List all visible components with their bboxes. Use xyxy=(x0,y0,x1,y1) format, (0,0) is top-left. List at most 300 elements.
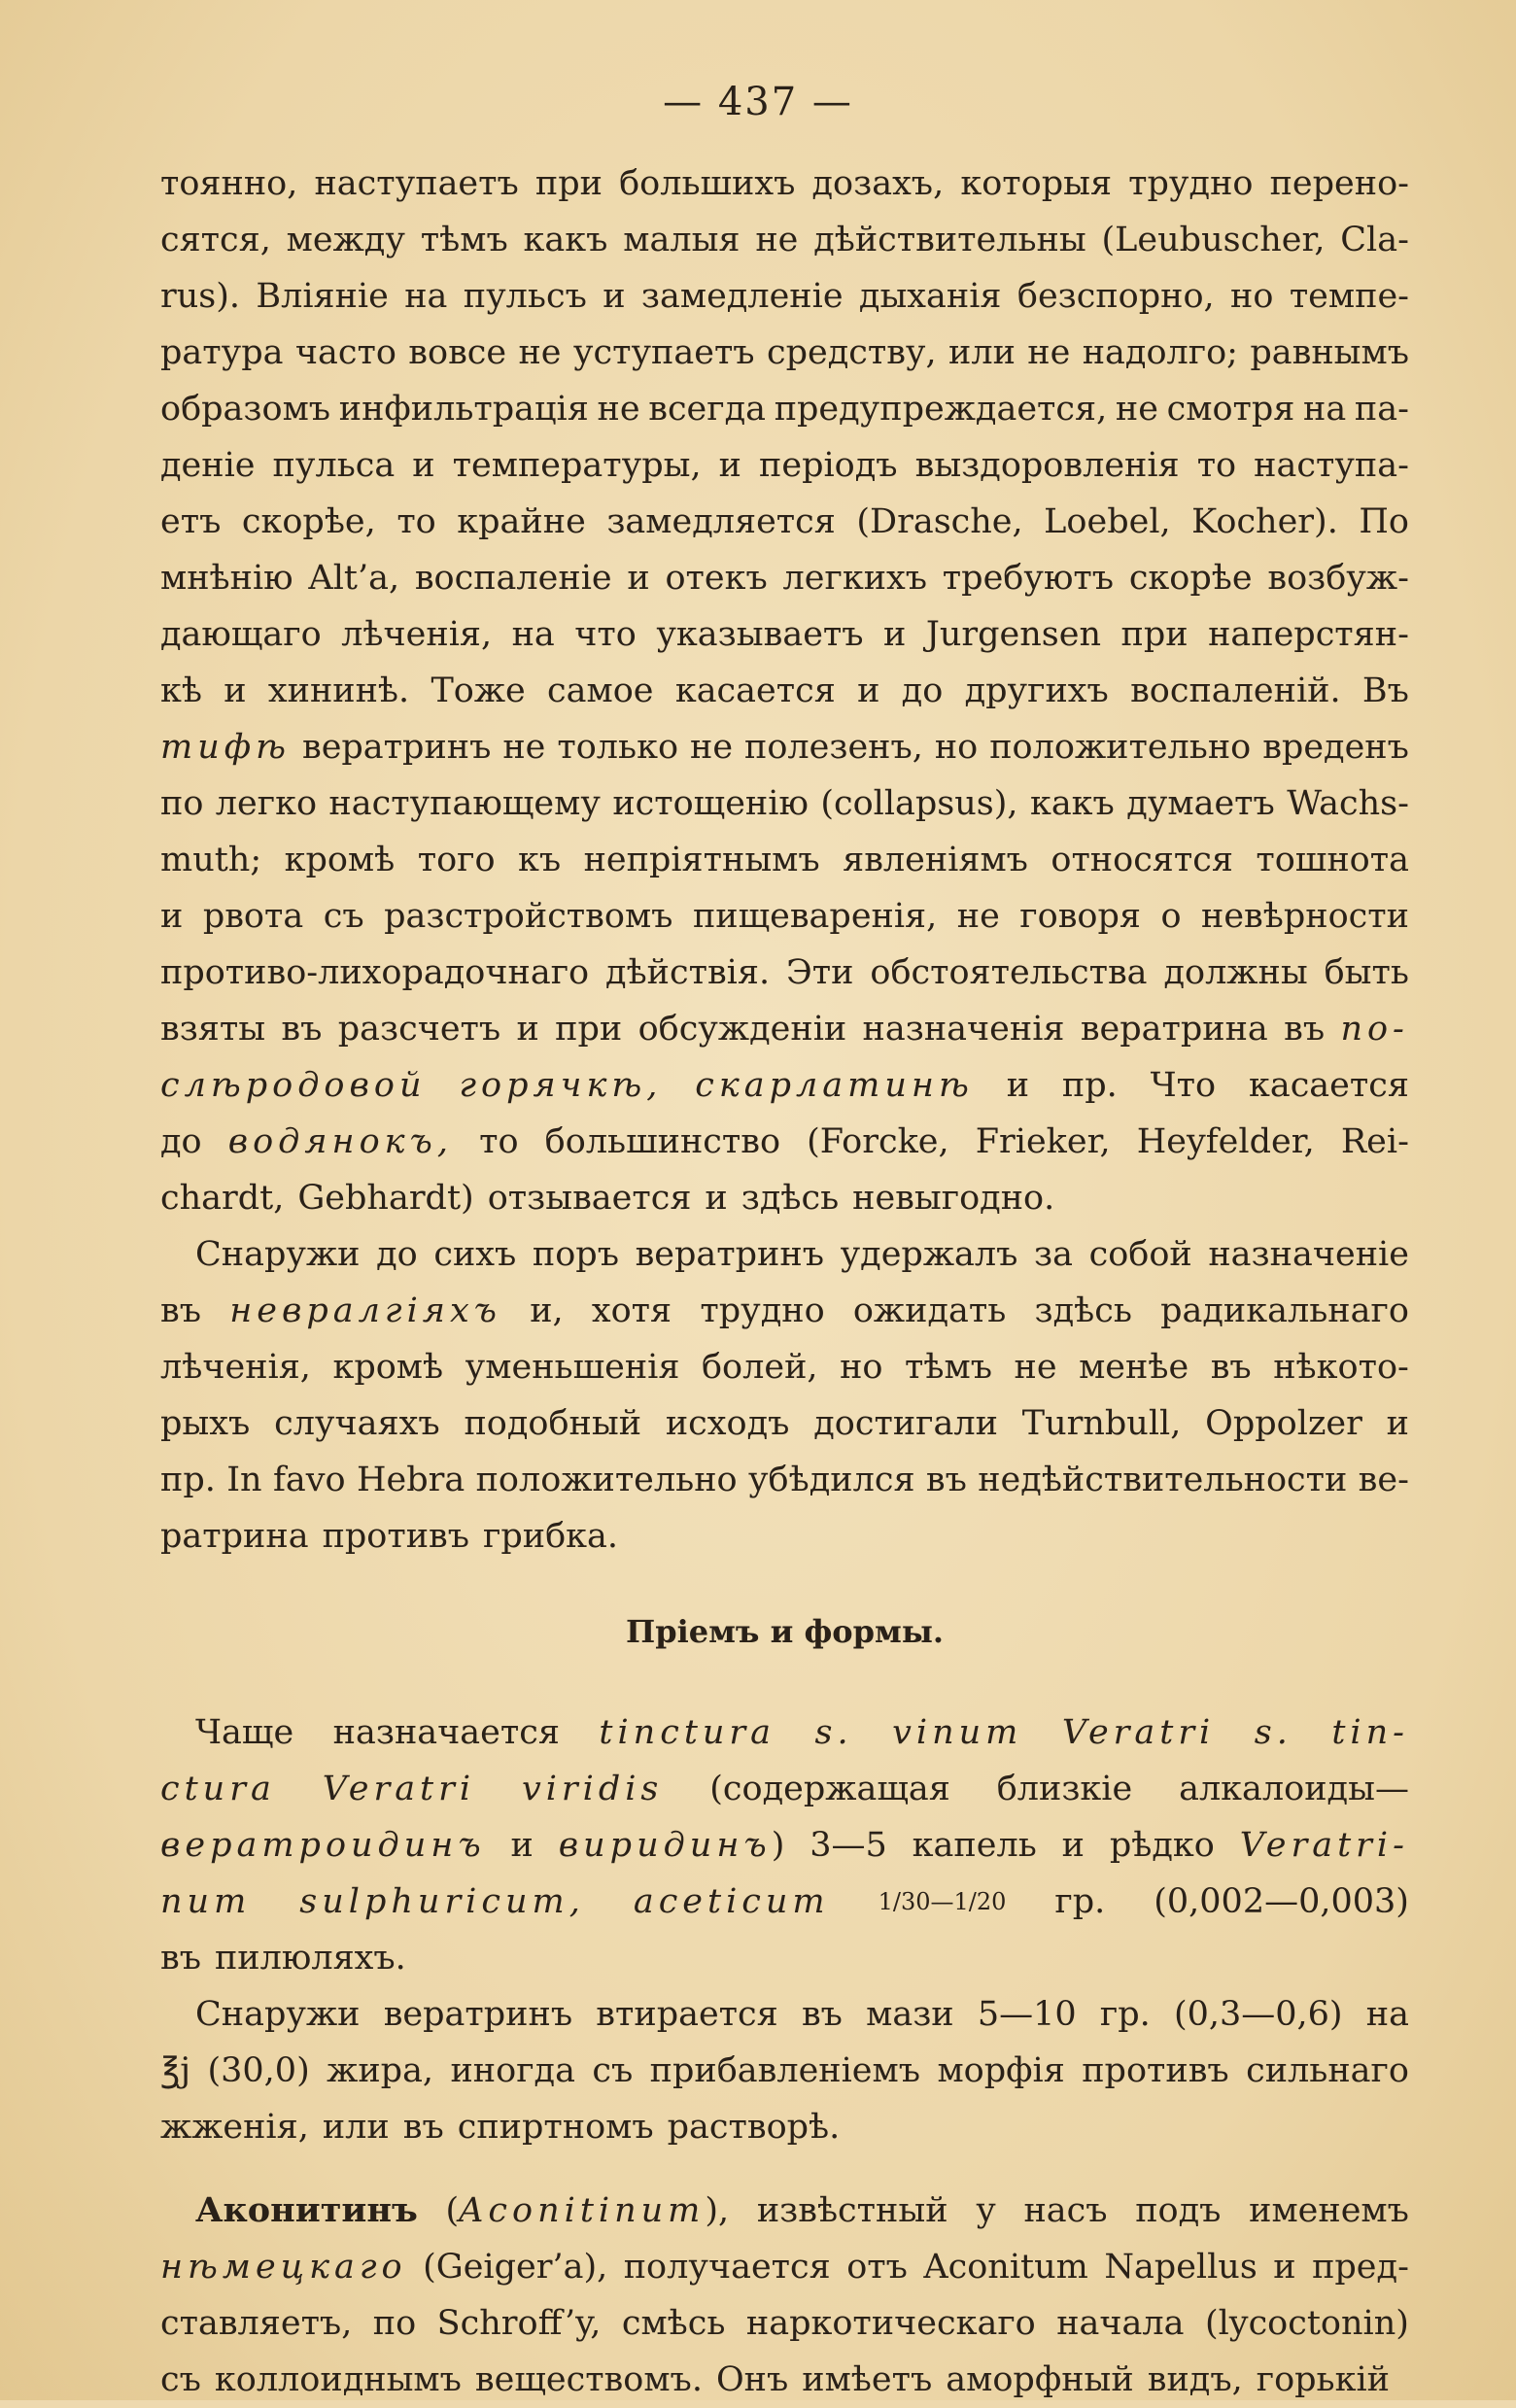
word: вератрина xyxy=(1080,1010,1268,1049)
word: хотя xyxy=(591,1291,672,1330)
text-line xyxy=(160,2352,1409,2408)
word: истощенію xyxy=(612,784,809,823)
word: грибка. xyxy=(483,1517,619,1556)
word: назначеніе xyxy=(1208,1235,1409,1274)
word: Тоже xyxy=(431,671,526,710)
word: 3—5 xyxy=(810,1826,887,1865)
word: подъ xyxy=(1135,2191,1222,2230)
word: кромѣ xyxy=(284,841,396,879)
word: дѣйствія. xyxy=(605,953,771,992)
word: положительно xyxy=(475,1461,738,1499)
word: невыгодно. xyxy=(852,1179,1055,1218)
word: не xyxy=(755,221,799,259)
word: до xyxy=(160,1122,202,1161)
word: инфильтрація xyxy=(338,390,589,429)
word: въ xyxy=(160,1291,201,1330)
word: (Leubuscher, xyxy=(1101,221,1326,259)
word: хининѣ. xyxy=(267,671,410,710)
word: относятся xyxy=(1051,841,1233,879)
word: сильнаго xyxy=(1246,2051,1409,2090)
text-line xyxy=(160,1339,1409,1395)
word: замедленіе xyxy=(640,277,844,316)
word: обсужденіи xyxy=(637,1010,847,1049)
text-line xyxy=(160,325,1409,381)
word: рвота xyxy=(202,897,304,936)
word: Oppolzer xyxy=(1205,1404,1362,1443)
word: убѣдился xyxy=(747,1461,915,1499)
word: вовсе xyxy=(408,333,507,372)
word: предупреждается, xyxy=(774,390,1108,429)
word: положительно xyxy=(989,728,1252,767)
word: пульсъ xyxy=(463,277,587,316)
word: большинство xyxy=(544,1122,781,1161)
word: (0,3—0,6) xyxy=(1173,1995,1343,2034)
word: насъ xyxy=(1023,2191,1108,2230)
word: жженія, xyxy=(160,2108,309,2147)
word: Вліяніе xyxy=(256,277,389,316)
word: tin- xyxy=(1331,1713,1409,1752)
word: ожидать xyxy=(852,1291,1007,1330)
word: противъ xyxy=(322,1517,470,1556)
word: тоянно, xyxy=(160,164,298,203)
word: взяты xyxy=(160,1010,266,1049)
word: образомъ xyxy=(160,390,331,429)
paragraph-dosage-forms xyxy=(160,1704,1409,1986)
word: требуютъ xyxy=(942,559,1115,598)
text-line xyxy=(160,155,1409,212)
word: явленіямъ xyxy=(843,841,1028,879)
word: Heyfelder, xyxy=(1136,1122,1315,1161)
word: и xyxy=(627,559,650,598)
text-line xyxy=(160,1001,1409,1057)
word: и xyxy=(883,615,907,654)
word: въ xyxy=(925,1461,967,1499)
word: у xyxy=(976,2191,996,2230)
word: Veratri xyxy=(1061,1713,1216,1752)
text-line xyxy=(160,268,1409,325)
word: непріятнымъ xyxy=(583,841,820,879)
word: подобный xyxy=(464,1404,642,1443)
word: часто xyxy=(294,333,396,372)
word: уступаетъ xyxy=(572,333,755,372)
word: не xyxy=(1014,1348,1057,1387)
word: (Drasche, xyxy=(856,502,1023,541)
word: назначенія xyxy=(862,1010,1065,1049)
word: смѣсь xyxy=(621,2304,726,2343)
word: (30,0) xyxy=(207,2051,310,2090)
word: коллоиднымъ xyxy=(214,2360,462,2399)
word: въ xyxy=(402,2108,444,2147)
word: за xyxy=(1034,1235,1073,1274)
word: болей, xyxy=(701,1348,818,1387)
word: и xyxy=(1061,1826,1085,1865)
text-line xyxy=(160,832,1409,888)
section-heading: Пріемъ и формы. xyxy=(625,1613,945,1650)
text-line xyxy=(160,2043,1409,2099)
text-line xyxy=(160,2295,1409,2352)
word: скорѣе xyxy=(1128,559,1253,598)
word: въ xyxy=(160,1939,201,1978)
word: (0,002—0,003) xyxy=(1154,1882,1409,1921)
word: равнымъ xyxy=(1250,333,1409,372)
word: поръ xyxy=(532,1235,619,1274)
text-line xyxy=(160,1508,1409,1565)
word: chardt, xyxy=(160,1179,285,1218)
word: Rei- xyxy=(1340,1122,1409,1161)
word: скорѣе, xyxy=(241,502,376,541)
word: Kocher). xyxy=(1191,502,1338,541)
word: sulphuricum, xyxy=(299,1882,585,1921)
word: гр. xyxy=(1099,1995,1151,2034)
word: и xyxy=(160,897,184,936)
word: 1/30—1/20 xyxy=(878,1888,1007,1915)
word: пред- xyxy=(1312,2248,1409,2287)
word: не xyxy=(690,728,734,767)
word: менѣе xyxy=(1079,1348,1189,1387)
word: наперстян- xyxy=(1208,615,1409,654)
word: исходъ xyxy=(665,1404,790,1443)
word: втирается xyxy=(596,1995,778,2034)
word: tinctura xyxy=(599,1713,776,1752)
word: трудно xyxy=(700,1291,825,1330)
word: (collapsus), xyxy=(820,784,1018,823)
text-line xyxy=(160,1170,1409,1226)
word: vinum xyxy=(892,1713,1023,1752)
word: по xyxy=(160,784,204,823)
word: съ xyxy=(160,2360,201,2399)
word: или xyxy=(948,333,1016,372)
word: здѣсь xyxy=(741,1179,840,1218)
word: на xyxy=(404,277,448,316)
text-line xyxy=(160,775,1409,832)
word: favo xyxy=(272,1461,346,1499)
word: всегда xyxy=(648,390,767,429)
word: (lycoctonin) xyxy=(1204,2304,1409,2343)
word: не xyxy=(502,728,546,767)
word: (Forcke, xyxy=(807,1122,949,1161)
word: Аконитинъ xyxy=(195,2190,418,2230)
word: не xyxy=(1115,390,1158,429)
word: нѣкото- xyxy=(1273,1348,1409,1387)
word: ратура xyxy=(160,333,284,372)
word: періодъ xyxy=(759,446,898,485)
word: указываетъ xyxy=(656,615,864,654)
word: не xyxy=(1027,333,1071,372)
word: которыя xyxy=(960,164,1113,203)
word: ратрина xyxy=(160,1517,309,1556)
word: Cla- xyxy=(1340,221,1409,259)
word: виридинъ) xyxy=(558,1826,785,1865)
word: другихъ xyxy=(964,671,1109,710)
word: дыханія xyxy=(858,277,1002,316)
text-line xyxy=(160,2099,1409,2155)
word: быть xyxy=(1324,953,1409,992)
word: тошнота xyxy=(1256,841,1409,879)
word: разстройствомъ xyxy=(384,897,673,936)
text-line xyxy=(160,437,1409,494)
word: что xyxy=(574,615,637,654)
word: наступа- xyxy=(1254,446,1409,485)
word: думаетъ xyxy=(1126,784,1275,823)
word: Снаружи xyxy=(195,1995,361,2034)
word: прибавленіемъ xyxy=(649,2051,921,2090)
word: съ xyxy=(592,2051,634,2090)
word: и xyxy=(705,1179,728,1218)
word: большихъ xyxy=(619,164,796,203)
word: видъ, xyxy=(1147,2360,1243,2399)
word: водянокъ, xyxy=(227,1122,454,1161)
text-line xyxy=(160,1704,1409,1761)
word: разсчетъ xyxy=(337,1010,501,1049)
word: и xyxy=(1006,1066,1030,1105)
word: ctura xyxy=(160,1770,276,1808)
word: трудно xyxy=(1128,164,1254,203)
word: вератринъ xyxy=(301,728,492,767)
word: собой xyxy=(1088,1235,1192,1274)
word: назначается xyxy=(332,1713,560,1752)
word: не xyxy=(956,897,1000,936)
word: Napellus xyxy=(1104,2248,1258,2287)
word: тѣмъ xyxy=(420,221,508,259)
word: дозахъ, xyxy=(811,164,945,203)
word: по xyxy=(372,2304,417,2343)
text-line xyxy=(160,945,1409,1001)
word: уменьшенія xyxy=(465,1348,680,1387)
text-line xyxy=(160,888,1409,945)
word: (Geiger’a), xyxy=(423,2248,608,2287)
text-line xyxy=(160,1395,1409,1452)
word: мази xyxy=(866,1995,954,2034)
text-line xyxy=(160,494,1409,550)
word: дѣйствительны xyxy=(813,221,1086,259)
word: num xyxy=(160,1882,252,1921)
word: и, xyxy=(530,1291,564,1330)
word: противо-лихорадочнаго xyxy=(160,953,590,992)
word: Turnbull, xyxy=(1021,1404,1182,1443)
word: иногда xyxy=(450,2051,575,2090)
word: лѣченія, xyxy=(341,615,493,654)
word: пищеваренія, xyxy=(692,897,938,936)
word: касается xyxy=(1248,1066,1409,1105)
word: кромѣ xyxy=(332,1348,444,1387)
paragraph-external-use xyxy=(160,1226,1409,1565)
word: радикальнаго xyxy=(1160,1291,1409,1330)
word: отзывается xyxy=(487,1179,692,1218)
word: недѣйствительности xyxy=(978,1461,1348,1499)
text-line xyxy=(160,606,1409,663)
word: по- xyxy=(1340,1010,1409,1049)
word: горькій xyxy=(1256,2360,1390,2399)
text-line xyxy=(160,719,1409,775)
word: Онъ xyxy=(715,2360,789,2399)
word: и xyxy=(510,1826,534,1865)
word: морфія xyxy=(937,2051,1065,2090)
word: то xyxy=(479,1122,519,1161)
word: малыя xyxy=(623,221,741,259)
paragraph-gap xyxy=(160,2155,1409,2183)
word: Чаще xyxy=(195,1713,294,1752)
word: пилюляхъ. xyxy=(214,1939,406,1978)
text-line xyxy=(160,1874,1409,1930)
word: рыхъ xyxy=(160,1404,251,1443)
word: какъ xyxy=(523,221,608,259)
word: дающаго xyxy=(160,615,322,654)
paragraph-aconitine xyxy=(160,2183,1409,2408)
word: сихъ xyxy=(433,1235,517,1274)
paragraph-veratrine-effects xyxy=(160,155,1409,1226)
word: Wachs- xyxy=(1287,784,1409,823)
word: Veratri xyxy=(322,1770,476,1808)
word: сятся, xyxy=(160,221,271,259)
word: тифѣ xyxy=(160,728,292,767)
word: и xyxy=(718,446,741,485)
word: между xyxy=(286,221,405,259)
word: при xyxy=(1120,615,1189,654)
word: то xyxy=(396,502,436,541)
text-line xyxy=(160,1986,1409,2043)
word: легкихъ xyxy=(782,559,928,598)
word: спиртномъ xyxy=(457,2108,654,2147)
word: Снаружи xyxy=(195,1235,361,1274)
text-line xyxy=(160,381,1409,437)
word: s. xyxy=(814,1713,853,1752)
word: должны xyxy=(1163,953,1308,992)
word: или xyxy=(322,2108,390,2147)
word: Frieker, xyxy=(975,1122,1111,1161)
word: аморфный xyxy=(946,2360,1134,2399)
text-line xyxy=(160,1226,1409,1283)
word: и xyxy=(412,446,435,485)
word: о xyxy=(1160,897,1182,936)
page-body xyxy=(160,155,1409,2408)
text-line xyxy=(160,1452,1409,1508)
word: то xyxy=(1196,446,1237,485)
word: противъ xyxy=(1082,2051,1229,2090)
word: того xyxy=(417,841,496,879)
word: какъ xyxy=(1029,784,1115,823)
word: перено- xyxy=(1269,164,1409,203)
text-line xyxy=(160,1761,1409,1817)
word: крайне xyxy=(457,502,586,541)
word: алкалоиды— xyxy=(1179,1770,1409,1808)
word: вератринъ xyxy=(383,1995,573,2034)
word: не xyxy=(518,333,562,372)
text-line xyxy=(160,1817,1409,1874)
word: возбуж- xyxy=(1267,559,1409,598)
word: и xyxy=(1273,2248,1296,2287)
word: здѣсь xyxy=(1034,1291,1132,1330)
word: средству, xyxy=(766,333,937,372)
word: безспорно, xyxy=(1016,277,1215,316)
word: темпе- xyxy=(1289,277,1409,316)
text-line xyxy=(160,663,1409,719)
paragraph-ointment xyxy=(160,1986,1409,2155)
word: невралгіяхъ xyxy=(229,1291,502,1330)
word: Loebel, xyxy=(1044,502,1171,541)
word: Jurgensen xyxy=(925,615,1102,654)
word: наступающему xyxy=(328,784,601,823)
word: вреденъ xyxy=(1262,728,1409,767)
page-number: — 437 — xyxy=(663,80,853,124)
word: близкіе xyxy=(996,1770,1133,1808)
word: полезенъ, xyxy=(744,728,923,767)
word: легко xyxy=(215,784,318,823)
word: гр. xyxy=(1054,1882,1106,1921)
word: начала xyxy=(1056,2304,1185,2343)
word: Aconitum xyxy=(923,2248,1088,2287)
word: въ xyxy=(1210,1348,1252,1387)
word: не xyxy=(597,390,640,429)
word: вератринъ xyxy=(635,1235,824,1274)
word: вератроидинъ xyxy=(160,1826,486,1865)
word: невѣрности xyxy=(1201,897,1409,936)
word: при xyxy=(555,1010,623,1049)
word: нѣмецкаго xyxy=(160,2248,407,2287)
word: замедляется xyxy=(606,502,836,541)
word: на xyxy=(1365,1995,1409,2034)
word: обстоятельства xyxy=(870,953,1148,992)
word: и xyxy=(516,1010,539,1049)
text-line xyxy=(160,2183,1409,2239)
word: растворѣ. xyxy=(667,2108,841,2147)
word: По xyxy=(1359,502,1409,541)
text-line xyxy=(160,1114,1409,1170)
text-line xyxy=(160,1057,1409,1114)
word: самое xyxy=(547,671,654,710)
word: наступаетъ xyxy=(314,164,519,203)
text-line xyxy=(160,1930,1409,1986)
word: отъ xyxy=(846,2248,908,2287)
word: но xyxy=(934,728,979,767)
word: капель xyxy=(912,1826,1037,1865)
word: извѣстный xyxy=(756,2191,948,2230)
word: Gebhardt) xyxy=(297,1179,474,1218)
word: рѣдко xyxy=(1109,1826,1215,1865)
text-line xyxy=(160,1283,1409,1339)
word: но xyxy=(1230,277,1274,316)
word: aceticum xyxy=(633,1882,830,1921)
word: удержалъ xyxy=(840,1235,1018,1274)
word: до xyxy=(376,1235,418,1274)
word: muth; xyxy=(160,841,262,879)
word: и xyxy=(603,277,626,316)
word: въ xyxy=(1284,1010,1326,1049)
word: Hebra xyxy=(356,1461,465,1499)
word: viridis xyxy=(521,1770,664,1808)
word: касается xyxy=(674,671,836,710)
word: и xyxy=(857,671,880,710)
word: смотря xyxy=(1166,390,1295,429)
word: выздоровленія xyxy=(914,446,1180,485)
word: rus). xyxy=(160,277,241,316)
word: пр. xyxy=(1061,1066,1118,1105)
word: s. xyxy=(1254,1713,1292,1752)
word: етъ xyxy=(160,502,222,541)
word: тѣмъ xyxy=(905,1348,992,1387)
word: лѣченія, xyxy=(160,1348,311,1387)
word: 5—10 xyxy=(977,1995,1077,2034)
word: воспаленіе xyxy=(414,559,612,598)
text-line xyxy=(160,550,1409,606)
word: но xyxy=(840,1348,883,1387)
word: къ xyxy=(517,841,562,879)
word: именемъ xyxy=(1249,2191,1409,2230)
word: ℥j xyxy=(160,2051,191,2090)
word: въ xyxy=(281,1010,323,1049)
word: при xyxy=(534,164,603,203)
word: имѣетъ xyxy=(802,2360,933,2399)
word: Что xyxy=(1150,1066,1217,1105)
